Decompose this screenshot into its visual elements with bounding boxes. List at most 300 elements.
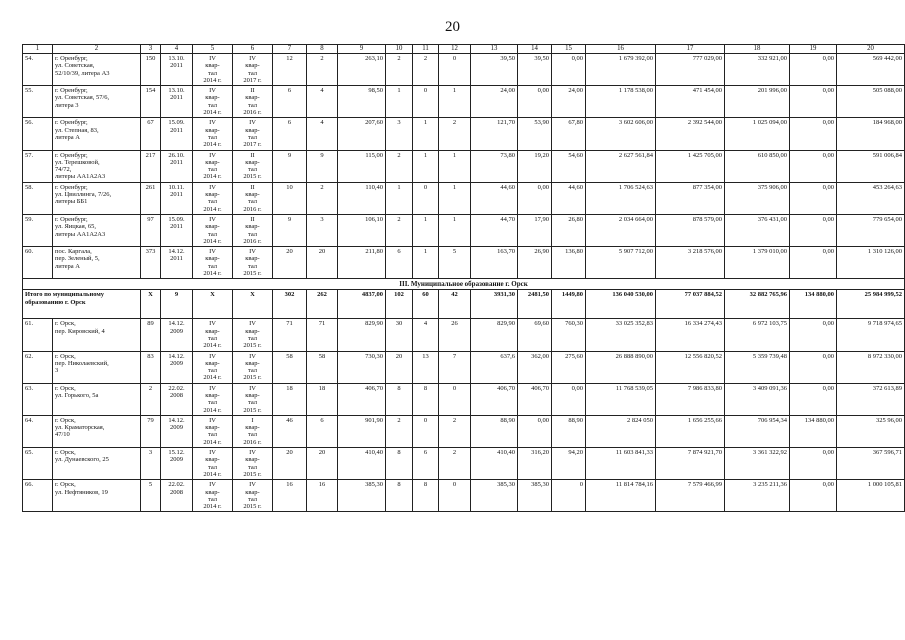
cell-line: тал	[247, 495, 258, 503]
quarter-end-cell	[233, 54, 273, 86]
cell-line: 3	[55, 367, 59, 375]
page-number: 20	[445, 19, 460, 35]
column-number: 20	[837, 45, 905, 54]
cell-line: квар-	[245, 94, 260, 102]
cell-line: IV	[209, 416, 216, 424]
total-c17: 77 037 884,52	[656, 290, 725, 319]
cell-line: тал	[247, 399, 258, 407]
cell-line: квар-	[245, 255, 260, 263]
column-number: 16	[586, 45, 656, 54]
total-c11: 60	[413, 290, 439, 319]
cell-line: IV	[209, 449, 216, 457]
cell-c3: 150	[141, 54, 161, 86]
cell-c11: 1	[413, 150, 439, 182]
cell-c7: 9	[273, 214, 307, 246]
cell-c9: 98,50	[338, 86, 386, 118]
cell-line: IV	[209, 55, 216, 62]
cell-line: тал	[247, 166, 258, 174]
cell-line: IV	[249, 119, 256, 127]
cell-line: тал	[207, 69, 218, 77]
cell-line: квар-	[245, 223, 260, 231]
cell-c11: 0	[413, 415, 439, 447]
cell-line: 2011	[170, 158, 183, 166]
cell-line: тал	[207, 431, 218, 439]
cell-c11: 8	[413, 383, 439, 415]
cell-line: тал	[207, 495, 218, 503]
cell-line: 2014 г.	[203, 270, 222, 278]
address-cell	[53, 182, 141, 214]
cell-c16: 11 768 539,05	[586, 383, 656, 415]
section-title: III. Муниципальное образование г. Орск	[23, 279, 905, 290]
cell-line: тал	[247, 431, 258, 439]
cell-line: литеры АА1А2А3	[55, 230, 106, 238]
cell-line: квар-	[245, 158, 260, 166]
table-row	[23, 247, 905, 279]
cell-c11: 1	[413, 247, 439, 279]
cell-c8: 18	[307, 383, 338, 415]
cell-c3: 217	[141, 150, 161, 182]
quarter-end-cell	[233, 150, 273, 182]
cell-c18: 3 361 322,92	[725, 448, 790, 480]
total-c5: X	[193, 290, 233, 319]
cell-c3: 2	[141, 383, 161, 415]
cell-c13: 44,70	[471, 214, 518, 246]
date-cell	[161, 351, 193, 383]
section-title-row	[23, 279, 905, 290]
quarter-start-cell	[193, 118, 233, 150]
quarter-end-cell	[233, 86, 273, 118]
cell-c18: 3 235 211,36	[725, 480, 790, 512]
table-row	[23, 150, 905, 182]
column-number: 17	[656, 45, 725, 54]
cell-c20: 372 613,89	[837, 383, 905, 415]
quarter-end-cell	[233, 247, 273, 279]
row-number: 55.	[23, 86, 53, 118]
cell-line: IV	[209, 87, 216, 95]
cell-line: квар-	[245, 62, 260, 70]
cell-c9: 406,70	[338, 383, 386, 415]
date-cell	[161, 150, 193, 182]
cell-line: ул. Терешковой,	[55, 158, 100, 166]
cell-c7: 6	[273, 86, 307, 118]
cell-line: квар-	[205, 391, 220, 399]
cell-c16: 33 025 352,83	[586, 319, 656, 351]
cell-c14: 362,00	[518, 351, 552, 383]
total-c12: 42	[439, 290, 471, 319]
cell-c3: 3	[141, 448, 161, 480]
column-number-row	[23, 45, 905, 54]
cell-c16: 1 706 524,63	[586, 182, 656, 214]
cell-c12: 0	[439, 54, 471, 86]
cell-line: IV	[209, 352, 216, 360]
quarter-start-cell	[193, 480, 233, 512]
cell-c20: 367 596,71	[837, 448, 905, 480]
cell-c13: 24,00	[471, 86, 518, 118]
cell-line: г. Оренбург,	[55, 151, 88, 159]
address-cell	[53, 383, 141, 415]
cell-c3: 373	[141, 247, 161, 279]
cell-c10: 20	[386, 351, 413, 383]
cell-c18: 375 906,00	[725, 182, 790, 214]
table-row	[23, 54, 905, 86]
cell-c17: 2 392 544,00	[656, 118, 725, 150]
cell-line: ул. Яицкая, 65,	[55, 223, 97, 231]
cell-c17: 1 656 255,66	[656, 415, 725, 447]
cell-c15: 0,00	[552, 54, 586, 86]
cell-c9: 207,60	[338, 118, 386, 150]
cell-c8: 3	[307, 214, 338, 246]
column-number: 6	[233, 45, 273, 54]
cell-c10: 6	[386, 247, 413, 279]
total-c13: 3931,30	[471, 290, 518, 319]
row-number: 54.	[23, 54, 53, 86]
quarter-end-cell	[233, 351, 273, 383]
cell-c16: 1 178 538,00	[586, 86, 656, 118]
row-number: 60.	[23, 247, 53, 279]
cell-c20: 779 654,00	[837, 214, 905, 246]
cell-line: 10.11.	[168, 183, 185, 191]
cell-line: IV	[249, 384, 256, 392]
cell-c20: 8 972 330,00	[837, 351, 905, 383]
cell-c16: 2 034 664,00	[586, 214, 656, 246]
cell-line: II	[250, 183, 255, 191]
cell-c18: 1 025 094,00	[725, 118, 790, 150]
date-cell	[161, 214, 193, 246]
cell-c15: 24,00	[552, 86, 586, 118]
cell-line: квар-	[205, 158, 220, 166]
cell-c7: 46	[273, 415, 307, 447]
cell-c12: 2	[439, 415, 471, 447]
quarter-end-cell	[233, 182, 273, 214]
cell-c17: 7 874 921,70	[656, 448, 725, 480]
cell-line: тал	[247, 101, 258, 109]
cell-c7: 16	[273, 480, 307, 512]
cell-c20: 325 96,00	[837, 415, 905, 447]
column-number: 5	[193, 45, 233, 54]
cell-line: II	[250, 215, 255, 223]
cell-line: IV	[249, 248, 256, 256]
cell-c19: 0,00	[790, 319, 837, 351]
cell-c20: 9 718 974,65	[837, 319, 905, 351]
quarter-end-cell	[233, 448, 273, 480]
cell-line: ул. Дунаевского, 25	[55, 456, 109, 464]
cell-line: I	[251, 416, 254, 424]
cell-c9: 730,30	[338, 351, 386, 383]
column-number: 9	[338, 45, 386, 54]
cell-c13: 406,70	[471, 383, 518, 415]
cell-c10: 8	[386, 383, 413, 415]
cell-c14: 69,60	[518, 319, 552, 351]
date-cell	[161, 247, 193, 279]
cell-c13: 39,50	[471, 54, 518, 86]
quarter-start-cell	[193, 415, 233, 447]
cell-line: 15.12.	[168, 449, 185, 457]
cell-c12: 0	[439, 383, 471, 415]
cell-c13: 163,70	[471, 247, 518, 279]
date-cell	[161, 480, 193, 512]
cell-line: IV	[209, 320, 216, 328]
cell-line: 26.10.	[168, 151, 185, 159]
cell-c10: 30	[386, 319, 413, 351]
cell-line: 2014 г.	[203, 109, 222, 117]
cell-line: ул. Степная, 83,	[55, 126, 99, 134]
date-cell	[161, 86, 193, 118]
cell-c12: 2	[439, 118, 471, 150]
cell-line: тал	[207, 334, 218, 342]
cell-line: IV	[209, 384, 216, 392]
column-number: 11	[413, 45, 439, 54]
cell-line: ул. Горького, 5а	[55, 391, 99, 399]
quarter-end-cell	[233, 118, 273, 150]
cell-line: 15.09.	[168, 215, 185, 223]
cell-c15: 54,60	[552, 150, 586, 182]
quarter-end-cell	[233, 480, 273, 512]
quarter-end-cell	[233, 319, 273, 351]
cell-c14: 26,90	[518, 247, 552, 279]
cell-line: квар-	[205, 126, 220, 134]
cell-c15: 94,20	[552, 448, 586, 480]
cell-line: квар-	[245, 327, 260, 335]
quarter-start-cell	[193, 214, 233, 246]
cell-c9: 829,90	[338, 319, 386, 351]
cell-c3: 83	[141, 351, 161, 383]
total-c9: 4837,00	[338, 290, 386, 319]
cell-line: IV	[209, 151, 216, 159]
cell-line: IV	[249, 481, 256, 489]
cell-c19: 0,00	[790, 351, 837, 383]
cell-line: IV	[209, 119, 216, 127]
cell-c13: 44,60	[471, 182, 518, 214]
cell-c20: 1 000 105,81	[837, 480, 905, 512]
quarter-start-cell	[193, 383, 233, 415]
cell-c20: 184 968,00	[837, 118, 905, 150]
cell-c14: 0,00	[518, 86, 552, 118]
cell-c14: 406,70	[518, 383, 552, 415]
cell-line: квар-	[245, 191, 260, 199]
cell-line: 2014 г.	[203, 237, 222, 245]
cell-c20: 453 264,63	[837, 182, 905, 214]
cell-line: тал	[207, 262, 218, 270]
cell-c13: 385,30	[471, 480, 518, 512]
cell-c18: 201 996,00	[725, 86, 790, 118]
row-number: 58.	[23, 182, 53, 214]
cell-c14: 53,90	[518, 118, 552, 150]
cell-line: 2011	[170, 126, 183, 134]
cell-c12: 1	[439, 150, 471, 182]
row-number: 57.	[23, 150, 53, 182]
cell-c19: 0,00	[790, 247, 837, 279]
cell-c18: 706 954,34	[725, 415, 790, 447]
address-cell	[53, 415, 141, 447]
date-cell	[161, 54, 193, 86]
row-number: 61.	[23, 319, 53, 351]
cell-line: 14.12.	[168, 416, 185, 424]
cell-c16: 5 907 712,00	[586, 247, 656, 279]
cell-line: квар-	[245, 126, 260, 134]
row-number: 66.	[23, 480, 53, 512]
cell-line: тал	[247, 69, 258, 77]
row-number: 62.	[23, 351, 53, 383]
cell-c15: 44,60	[552, 182, 586, 214]
cell-line: 2015 г.	[243, 342, 262, 350]
cell-line: 2015 г.	[243, 503, 262, 511]
cell-c18: 3 409 091,36	[725, 383, 790, 415]
column-number: 10	[386, 45, 413, 54]
cell-c20: 1 310 126,00	[837, 247, 905, 279]
cell-line: г. Оренбург,	[55, 215, 88, 223]
table-row	[23, 383, 905, 415]
cell-line: квар-	[245, 488, 260, 496]
cell-line: 2014 г.	[203, 470, 222, 478]
cell-c14: 19,20	[518, 150, 552, 182]
cell-c8: 9	[307, 150, 338, 182]
cell-c16: 1 679 392,00	[586, 54, 656, 86]
cell-c10: 2	[386, 54, 413, 86]
cell-line: квар-	[205, 327, 220, 335]
cell-c9: 385,30	[338, 480, 386, 512]
cell-line: квар-	[205, 424, 220, 432]
cell-line: г. Оренбург,	[55, 87, 88, 95]
date-cell	[161, 448, 193, 480]
cell-line: 2009	[170, 327, 183, 335]
cell-line: квар-	[245, 391, 260, 399]
address-cell	[53, 448, 141, 480]
cell-c19: 0,00	[790, 480, 837, 512]
cell-line: тал	[247, 367, 258, 375]
quarter-start-cell	[193, 54, 233, 86]
cell-line: 13.10.	[168, 87, 185, 95]
cell-line: 2017 г.	[243, 76, 262, 84]
cell-line: тал	[207, 463, 218, 471]
cell-line: квар-	[205, 223, 220, 231]
cell-c7: 6	[273, 118, 307, 150]
cell-line: 2014 г.	[203, 205, 222, 213]
cell-c10: 2	[386, 415, 413, 447]
cell-line: тал	[207, 166, 218, 174]
cell-c8: 20	[307, 448, 338, 480]
cell-c3: 67	[141, 118, 161, 150]
date-cell	[161, 319, 193, 351]
cell-c8: 20	[307, 247, 338, 279]
cell-line: тал	[207, 101, 218, 109]
cell-c13: 410,40	[471, 448, 518, 480]
column-number: 8	[307, 45, 338, 54]
housing-program-table	[22, 44, 905, 512]
cell-line: квар-	[245, 359, 260, 367]
cell-line: 2015 г.	[243, 374, 262, 382]
cell-c8: 2	[307, 182, 338, 214]
total-label	[23, 290, 141, 319]
cell-c10: 2	[386, 214, 413, 246]
cell-line: 13.10.	[168, 55, 185, 62]
quarter-start-cell	[193, 182, 233, 214]
cell-line: 2011	[170, 223, 183, 231]
cell-line: квар-	[205, 255, 220, 263]
cell-c9: 901,90	[338, 415, 386, 447]
cell-c12: 7	[439, 351, 471, 383]
cell-line: г. Оренбург,	[55, 119, 88, 127]
cell-line: тал	[207, 230, 218, 238]
column-number: 4	[161, 45, 193, 54]
cell-c16: 3 602 606,00	[586, 118, 656, 150]
total-c15: 1449,80	[552, 290, 586, 319]
cell-c16: 11 814 784,16	[586, 480, 656, 512]
cell-c11: 0	[413, 86, 439, 118]
cell-c16: 2 824 050	[586, 415, 656, 447]
cell-line: 2016 г.	[243, 438, 262, 446]
cell-line: 2014 г.	[203, 342, 222, 350]
cell-line: Итого по муниципальному	[25, 291, 105, 299]
cell-line: ул. Советская, 57/6,	[55, 94, 110, 102]
cell-line: 14.12.	[168, 320, 185, 328]
cell-c10: 8	[386, 448, 413, 480]
cell-line: II	[250, 87, 255, 95]
date-cell	[161, 118, 193, 150]
cell-line: 14.12.	[168, 248, 185, 256]
cell-line: квар-	[245, 456, 260, 464]
cell-c11: 13	[413, 351, 439, 383]
quarter-start-cell	[193, 319, 233, 351]
total-c4: 9	[161, 290, 193, 319]
cell-c18: 610 850,00	[725, 150, 790, 182]
cell-line: литера А	[55, 133, 80, 141]
cell-c13: 88,90	[471, 415, 518, 447]
address-cell	[53, 351, 141, 383]
cell-line: литера 3	[55, 101, 79, 109]
cell-c17: 878 579,00	[656, 214, 725, 246]
cell-c15: 0	[552, 480, 586, 512]
cell-c20: 569 442,00	[837, 54, 905, 86]
cell-line: IV	[209, 215, 216, 223]
cell-c8: 16	[307, 480, 338, 512]
column-number: 7	[273, 45, 307, 54]
cell-c15: 88,90	[552, 415, 586, 447]
cell-c3: 154	[141, 86, 161, 118]
cell-line: 2014 г.	[203, 438, 222, 446]
cell-line: тал	[207, 367, 218, 375]
cell-c11: 8	[413, 480, 439, 512]
table-row	[23, 480, 905, 512]
total-c20: 25 984 999,52	[837, 290, 905, 319]
cell-c10: 2	[386, 150, 413, 182]
cell-c8: 4	[307, 118, 338, 150]
cell-c17: 877 354,00	[656, 182, 725, 214]
cell-c15: 26,80	[552, 214, 586, 246]
column-number: 3	[141, 45, 161, 54]
cell-line: ул. Нефтяников, 19	[55, 488, 108, 496]
cell-c11: 1	[413, 118, 439, 150]
cell-c19: 0,00	[790, 86, 837, 118]
total-c14: 2481,50	[518, 290, 552, 319]
column-number: 12	[439, 45, 471, 54]
address-cell	[53, 54, 141, 86]
cell-c20: 591 006,84	[837, 150, 905, 182]
table-row	[23, 415, 905, 447]
cell-line: г. Орск,	[55, 320, 76, 328]
cell-c8: 6	[307, 415, 338, 447]
total-c6: X	[233, 290, 273, 319]
cell-c17: 12 556 820,52	[656, 351, 725, 383]
cell-c14: 0,00	[518, 415, 552, 447]
cell-c10: 3	[386, 118, 413, 150]
row-number: 59.	[23, 214, 53, 246]
cell-line: пер. Кировский, 4	[55, 327, 105, 335]
total-c8: 262	[307, 290, 338, 319]
address-cell	[53, 247, 141, 279]
cell-line: тал	[247, 133, 258, 141]
address-cell	[53, 480, 141, 512]
table-row	[23, 214, 905, 246]
